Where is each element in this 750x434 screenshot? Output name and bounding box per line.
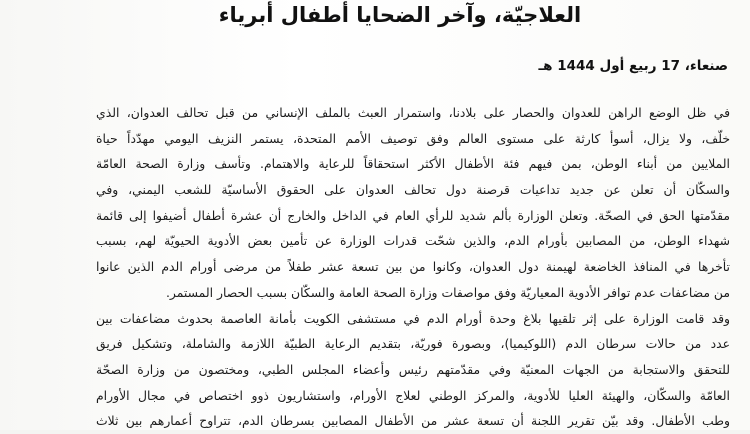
dateline: صنعاء، 17 ربيع أول 1444 هـ <box>538 58 728 74</box>
text-line: في ظل الوضع الراهن للعدوان والحصار على بلادنا، واستمرار العبث بالملف الإنساني من قبل تحالف العدوان، الذي <box>96 105 730 120</box>
text-line: شهداء الوطن، من المصابين بأورام الدم، والذين شحّت قدرات الوزارة عن تأمين بعض الأدوية الحيويّة لهم، بسبب <box>96 233 730 249</box>
text-line: تأخرها في المنافذ الخاضعة لهيمنة دول العدوان، وكانوا من بين تسعة عشر طفلاً من مرضى أورام الدم الذين عانوا <box>96 259 730 275</box>
text-line: خلّف، ولا يزال، أسوأ كارثة على مستوى العالم وفق توصيف الأمم المتحدة، يستمر النزيف اليومي مهدّداً حياة <box>96 130 730 146</box>
headline: العلاجيّة، وآخر الضحايا أطفال أبرياء <box>218 3 582 27</box>
text-line: العامّة والسكّان، والهيئة العليا للأدوية، والمركز الوطني لعلاج الأورام، واستشاريون ذوو اختصاص في مجال الأورام <box>96 387 730 403</box>
text-line: وقد قامت الوزارة على إثر تلقيها بلاغ وحدة أورام الدم في مستشفى الكويت بأمانة العاصمة بحدوث مضاعفات بين <box>96 310 730 326</box>
text-line: من مضاعفات عدم توافر الأدوية المعياريّة وفق مواصفات وزارة الصحة العامة والسكّان بسبب الحصار المستمر. <box>165 284 730 300</box>
text-line: عدد من حالات سرطان الدم (اللوكيميا)، وبصورة فوريّة، بتقديم الرعاية الطبيّة اللازمة والشاملة، وتشكيل فريق <box>96 336 730 352</box>
text-line: وطب الأطفال. وقد بيّن تقرير اللجنة أن تسعة عشر من الأطفال المصابين بسرطان الدم، تتراوح أعمارهم بين ثلاث <box>96 413 730 429</box>
body-text <box>96 100 730 434</box>
text-line: الملايين من أبناء الوطن، بمن فيهم فئة الأطفال الأكثر استحقاقاً للرعاية والاهتمام. وتأسف وزارة الصحة العامّة <box>96 156 730 172</box>
text-line: للتحقق والاستجابة من الجهات المعنيّة وفي مقدّمتهم رئيس وأعضاء المجلس الطبي، ومختصون من وزارة الصحّة <box>96 361 730 377</box>
text-line: مقدّمتها الحق في الصحّة. وتعلن الوزارة بألم شديد للرأي العام في الداخل والخارج أن عشرة أطفال أضيفوا إلى قائمة <box>96 207 730 223</box>
text-line: والسكّان أن تعلن عن جديد تداعيات قرصنة دول تحالف العدوان على الحقوق الأساسيّة للشعب اليمني، وفي <box>96 182 730 198</box>
